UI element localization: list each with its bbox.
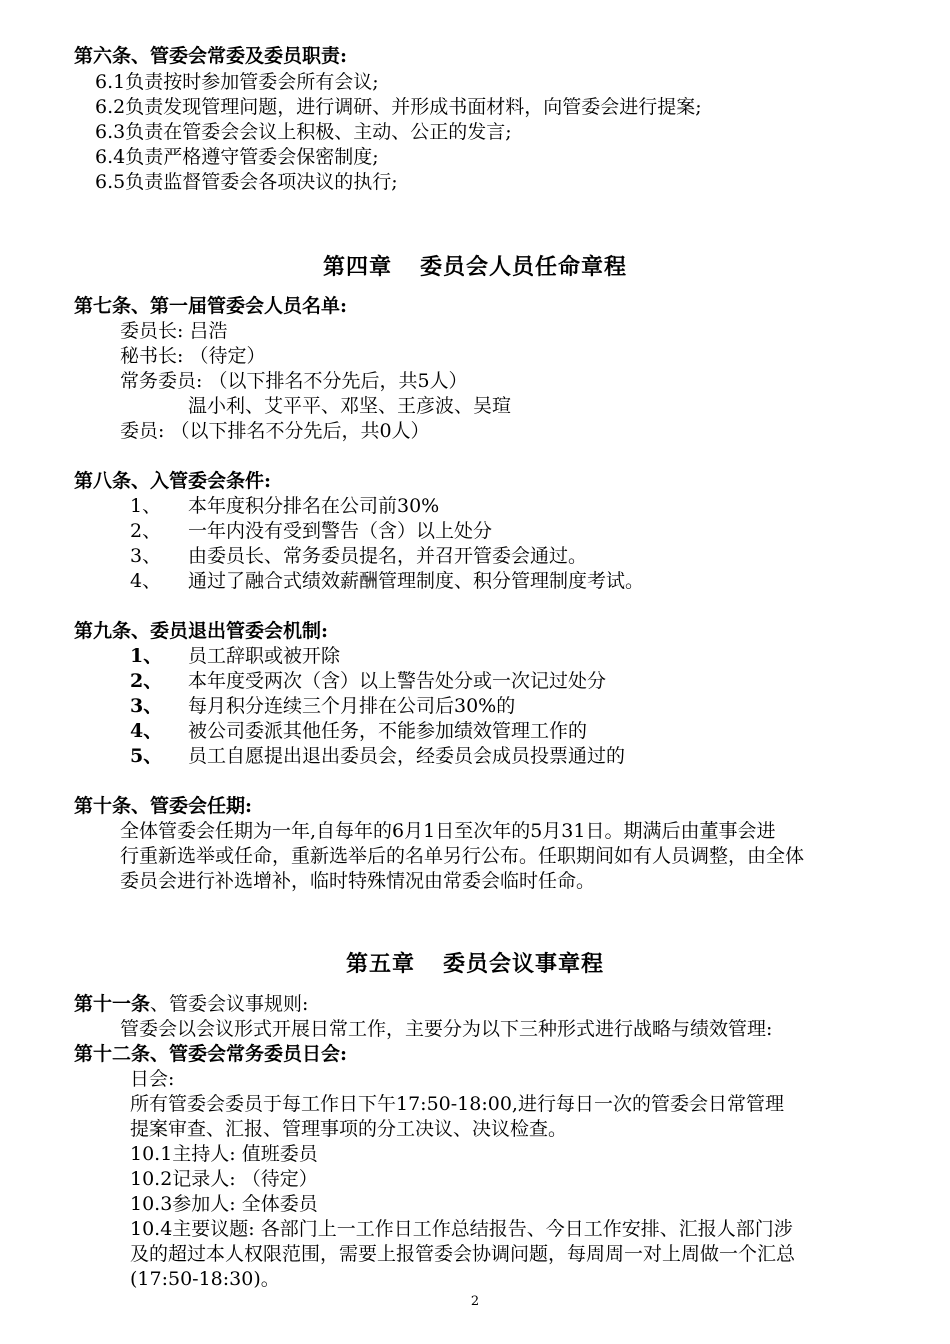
list-text: 员工辞职或被开除: [188, 645, 341, 667]
list-number: 3、: [130, 695, 163, 717]
article-6-title: 第六条、管委会常委及委员职责:: [74, 45, 348, 67]
list-text: 员工自愿提出退出委员会，经委员会成员投票通过的: [188, 745, 626, 767]
article-8-item-4: [130, 569, 644, 593]
list-text: 通过了融合式绩效薪酬管理制度、积分管理制度考试。: [188, 570, 645, 592]
article-7-title: 第七条、第一届管委会人员名单:: [74, 295, 348, 317]
article-11-number: 第十一条: [74, 993, 151, 1015]
list-number: 5、: [130, 745, 163, 767]
article-12-line-5: 10.2记录人: （待定）: [130, 1168, 318, 1190]
chapter-4-heading: [0, 253, 950, 281]
list-number: 4、: [130, 570, 162, 592]
article-11-title-rest: 、管委会议事规则:: [150, 993, 309, 1015]
article-6-item-5: 6.5负责监督管委会各项决议的执行;: [95, 171, 398, 193]
article-6-item-1: 6.1负责按时参加管委会所有会议;: [95, 71, 379, 93]
article-12-line-8: 及的超过本人权限范围，需要上报管委会协调问题，每周周一对上周做一个汇总: [130, 1243, 796, 1265]
article-12-line-6: 10.3参加人: 全体委员: [130, 1193, 318, 1215]
article-6-item-3: 6.3负责在管委会会议上积极、主动、公正的发言;: [95, 121, 512, 143]
list-text: 一年内没有受到警告（含）以上处分: [188, 520, 493, 542]
article-7-member-names: 温小利、艾平平、邓坚、王彦波、吴瑄: [188, 395, 512, 417]
list-number: 2、: [130, 670, 163, 692]
article-12-title: 第十二条、管委会常务委员日会:: [74, 1043, 348, 1065]
article-9-title: 第九条、委员退出管委会机制:: [74, 620, 329, 642]
article-12-line-2: 所有管委会委员于每工作日下午17:50-18:00,进行每日一次的管委会日常管理: [130, 1093, 784, 1115]
chapter-5-title: 委员会议事章程: [443, 951, 605, 977]
article-10-line-2: 行重新选举或任命，重新选举后的名单另行公布。任职期间如有人员调整，由全体: [120, 845, 805, 867]
article-10-line-1: 全体管委会任期为一年,自每年的6月1日至次年的5月31日。期满后由董事会进: [120, 820, 776, 842]
article-8-item-1: [130, 494, 439, 518]
chapter-5-heading: [0, 950, 950, 978]
list-number: 3、: [130, 545, 162, 567]
list-text: 被公司委派其他任务，不能参加绩效管理工作的: [188, 720, 588, 742]
chapter-4-number: 第四章: [322, 254, 392, 280]
article-8-title: 第八条、入管委会条件:: [74, 470, 272, 492]
article-8-item-2: [130, 519, 492, 543]
article-12-line-7: 10.4主要议题: 各部门上一工作日工作总结报告、今日工作安排、汇报人部门涉: [130, 1218, 793, 1240]
article-9-item-1: [130, 644, 340, 668]
list-text: 本年度积分排名在公司前30%: [188, 495, 440, 517]
article-12-line-3: 提案审查、汇报、管理事项的分工决议、决议检查。: [130, 1118, 568, 1140]
article-12-line-9: (17:50-18:30)。: [130, 1268, 280, 1290]
article-9-item-2: [130, 669, 606, 693]
article-10-line-3: 委员会进行补选增补，临时特殊情况由常委会临时任命。: [120, 870, 596, 892]
page-number: 2: [470, 1294, 480, 1309]
article-7-standing-members: 常务委员: （以下排名不分先后，共5人）: [120, 370, 468, 392]
list-number: 2、: [130, 520, 162, 542]
article-6-item-4: 6.4负责严格遵守管委会保密制度;: [95, 146, 379, 168]
chapter-4-title: 委员会人员任命章程: [420, 254, 628, 280]
article-8-item-3: [130, 544, 587, 568]
article-6-item-2: 6.2负责发现管理问题，进行调研、并形成书面材料，向管委会进行提案;: [95, 96, 702, 118]
article-12-line-4: 10.1主持人: 值班委员: [130, 1143, 318, 1165]
article-9-item-3: [130, 694, 515, 718]
list-number: 4、: [130, 720, 163, 742]
article-7-secretary: 秘书长: （待定）: [120, 345, 266, 367]
article-9-item-4: [130, 719, 587, 743]
chapter-5-number: 第五章: [345, 951, 415, 977]
list-text: 本年度受两次（含）以上警告处分或一次记过处分: [188, 670, 607, 692]
article-12-line-1: 日会:: [130, 1068, 175, 1090]
list-number: 1、: [130, 645, 163, 667]
article-10-title: 第十条、管委会任期:: [74, 795, 253, 817]
article-11-line: 管委会以会议形式开展日常工作，主要分为以下三种形式进行战略与绩效管理:: [120, 1018, 773, 1040]
article-7-members: 委员: （以下排名不分先后，共0人）: [120, 420, 430, 442]
article-11-title: [74, 992, 308, 1016]
list-text: 由委员长、常务委员提名，并召开管委会通过。: [188, 545, 588, 567]
article-9-item-5: [130, 744, 625, 768]
list-text: 每月积分连续三个月排在公司后30%的: [188, 695, 516, 717]
list-number: 1、: [130, 495, 162, 517]
article-7-chair: 委员长: 吕浩: [120, 320, 228, 342]
